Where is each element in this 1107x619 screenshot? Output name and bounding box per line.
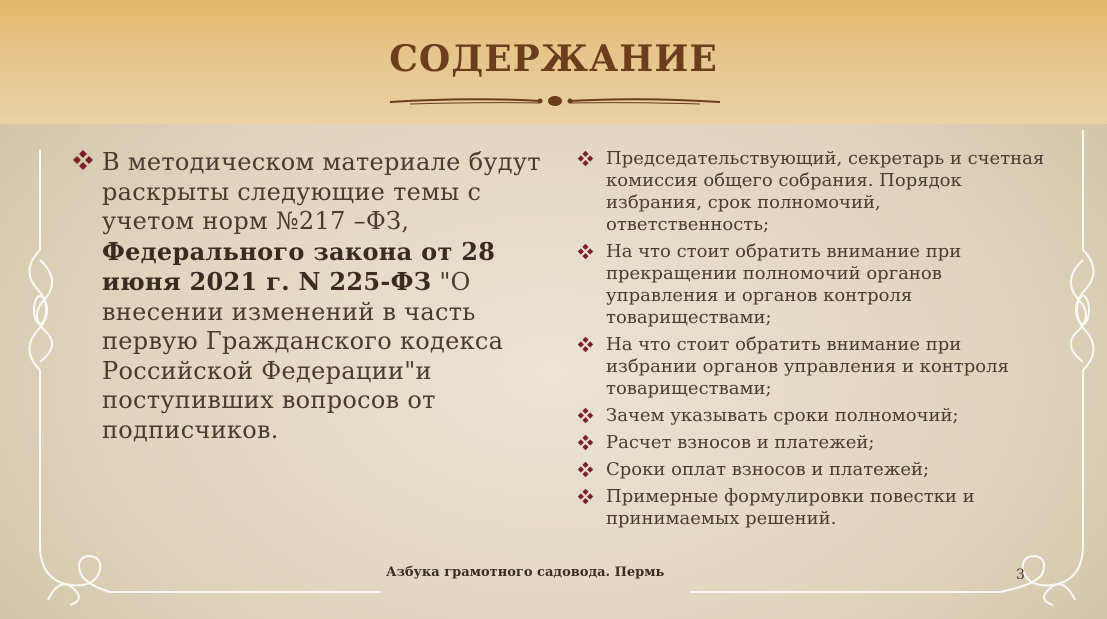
list-item <box>577 334 1047 400</box>
list-item <box>577 241 1047 329</box>
four-diamond-bullet-icon <box>577 336 594 353</box>
list-item <box>577 405 1047 427</box>
four-diamond-bullet-icon <box>577 488 594 505</box>
topic-text: На что стоит обратить внимание при прекращении полномочий органов управления и органов контроля товариществами; <box>606 241 962 328</box>
topic-text: Зачем указывать сроки полномочий; <box>606 405 959 426</box>
page-title: СОДЕРЖАНИЕ <box>389 38 718 80</box>
intro-paragraph <box>72 148 542 445</box>
four-diamond-bullet-icon <box>72 149 94 171</box>
topic-text: Председательствующий, секретарь и счетная комиссия общего собрания. Порядок избрания, срок полномочий, ответственность; <box>606 148 1045 235</box>
list-item <box>577 148 1047 236</box>
four-diamond-bullet-icon <box>577 243 594 260</box>
four-diamond-bullet-icon <box>577 407 594 424</box>
page-number: 3 <box>1016 567 1025 583</box>
intro-text-after: "О внесении изменений в часть первую Гражданского кодекса Российской Федерации"и поступивших вопросов от подписчиков. <box>102 268 504 444</box>
list-item <box>577 486 1047 530</box>
topics-list <box>577 148 1047 535</box>
topic-text: Примерные формулировки повестки и принимаемых решений. <box>606 486 975 529</box>
topic-text: Сроки оплат взносов и платежей; <box>606 459 930 480</box>
topic-text: Расчет взносов и платежей; <box>606 432 875 453</box>
list-item <box>577 459 1047 481</box>
four-diamond-bullet-icon <box>577 434 594 451</box>
four-diamond-bullet-icon <box>577 150 594 167</box>
list-item <box>577 432 1047 454</box>
intro-text-before: В методическом материале будут раскрыты следующие темы с учетом норм №217 –ФЗ, <box>102 148 541 235</box>
four-diamond-bullet-icon <box>577 461 594 478</box>
intro-law-title: Федерального закона от 28 июня 2021 г. N 225-ФЗ <box>102 236 496 296</box>
footer-text: Азбука грамотного садовода. Пермь <box>386 565 665 580</box>
topic-text: На что стоит обратить внимание при избрании органов управления и контроля товариществами; <box>606 334 1009 399</box>
